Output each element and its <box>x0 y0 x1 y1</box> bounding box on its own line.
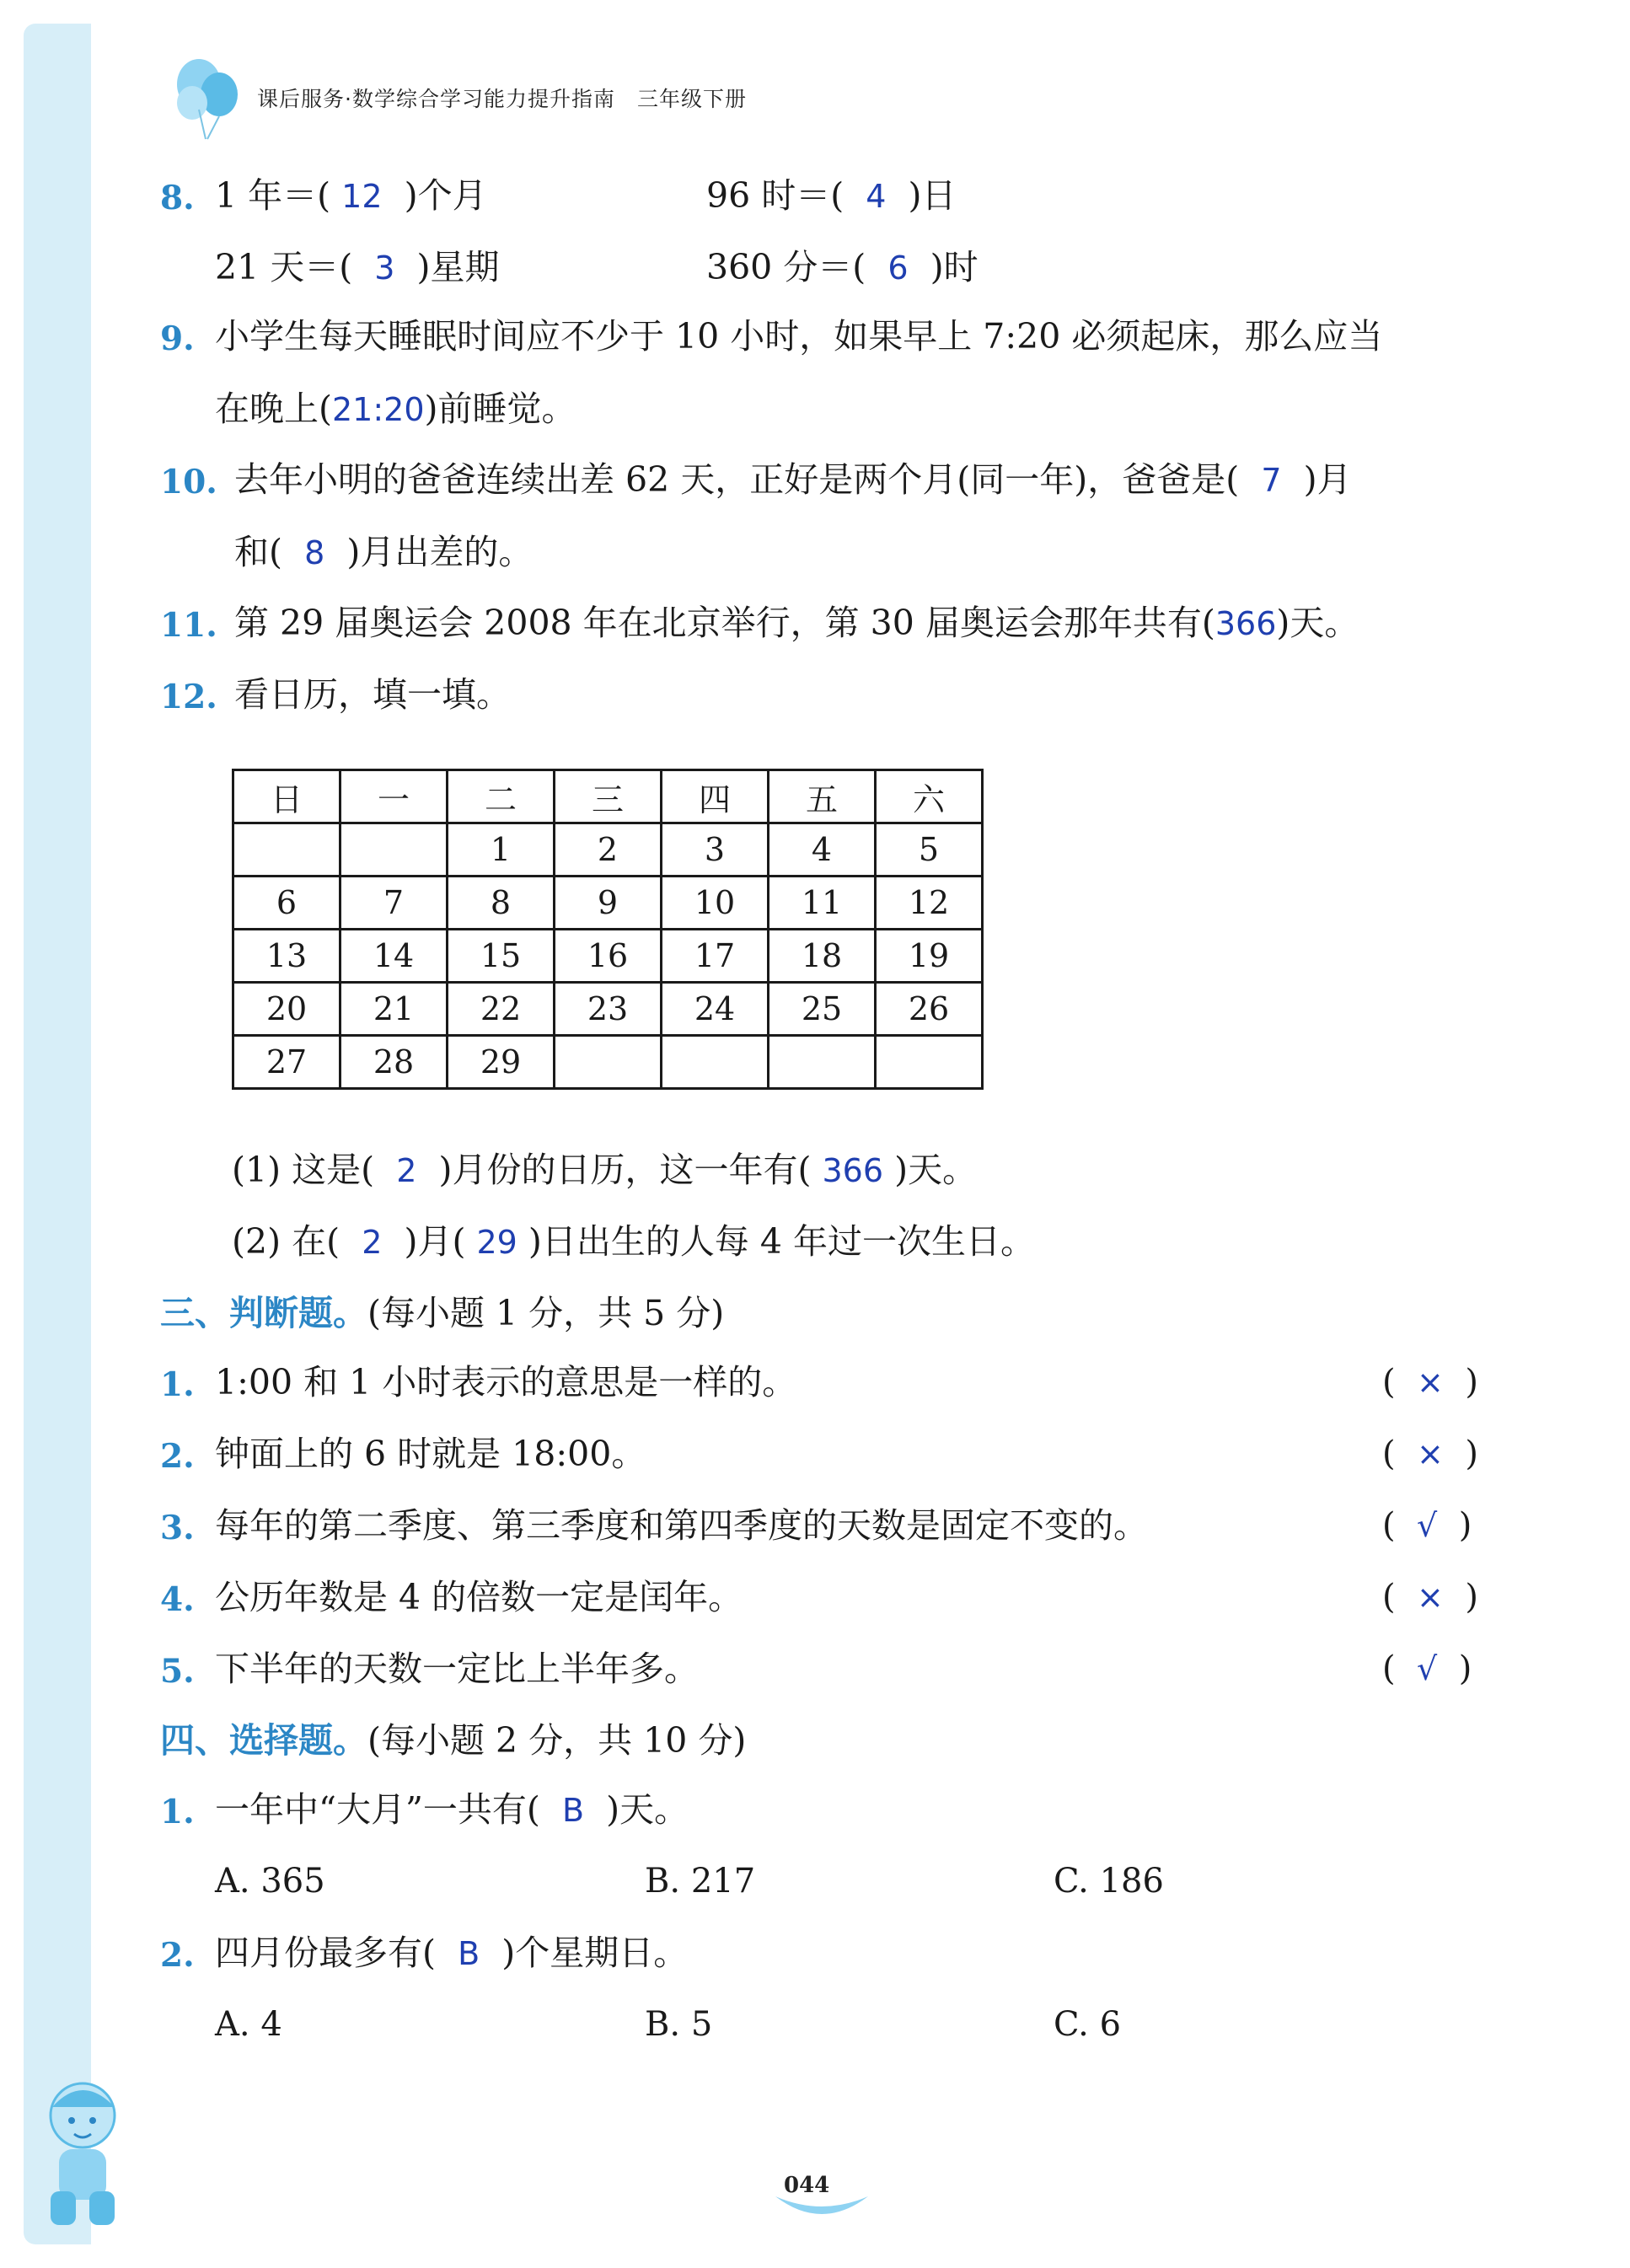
answer: 3 <box>374 249 395 287</box>
calendar-cell <box>340 823 448 877</box>
calendar-cell: 12 <box>876 877 983 930</box>
calendar-cell: 23 <box>555 983 662 1036</box>
calendar-cell: 19 <box>876 930 983 983</box>
calendar-header-row <box>233 770 983 823</box>
calendar-cell: 4 <box>769 823 876 877</box>
calendar-cell: 27 <box>233 1036 340 1089</box>
balloons-icon <box>165 51 249 143</box>
calendar-header-cell: 三 <box>555 770 662 823</box>
calendar-cell <box>876 1036 983 1089</box>
q8-line-d: 360 分＝( 6 )时 <box>706 247 979 287</box>
calendar-cell: 5 <box>876 823 983 877</box>
calendar-cell: 17 <box>662 930 769 983</box>
q9-line1: 小学生每天睡眠时间应不少于 10 小时，如果早上 7:20 必须起床，那么应当 <box>215 316 1383 357</box>
calendar-cell: 22 <box>448 983 555 1036</box>
calendar-header-cell: 六 <box>876 770 983 823</box>
answer: 4 <box>866 178 887 215</box>
judge-answer: ( √ ) <box>1382 1506 1472 1545</box>
calendar-cell <box>233 823 340 877</box>
q10-line2: 和( 8 )月出差的。 <box>234 532 534 572</box>
header-title: 课后服务·数学综合学习能力提升指南 三年级下册 <box>257 87 747 111</box>
option-a: A. 365 <box>215 1862 325 1901</box>
answer: 21:20 <box>332 391 425 428</box>
q8-line-a: 1 年＝( 12 )个月 <box>215 175 487 216</box>
option-c: C. 6 <box>1054 2005 1122 2044</box>
margin-strip <box>24 24 91 2244</box>
calendar-cell: 21 <box>340 983 448 1036</box>
question-number: 8. <box>160 179 195 217</box>
choice-question: 四月份最多有( B )个星期日。 <box>215 1933 689 1973</box>
option-c: C. 186 <box>1054 1862 1164 1901</box>
answer: 29 <box>476 1224 517 1261</box>
calendar-cell: 15 <box>448 930 555 983</box>
answer: 366 <box>822 1152 884 1189</box>
calendar-cell: 2 <box>555 823 662 877</box>
calendar-cell <box>662 1036 769 1089</box>
calendar-header-cell: 日 <box>233 770 340 823</box>
section4-heading: 四、选择题。(每小题 2 分，共 10 分) <box>160 1720 747 1761</box>
question-number: 10. <box>160 463 217 501</box>
calendar-cell: 10 <box>662 877 769 930</box>
judge-answer: ( × ) <box>1382 1578 1478 1617</box>
calendar-cell: 28 <box>340 1036 448 1089</box>
answer: B <box>562 1792 585 1829</box>
calendar-cell: 18 <box>769 930 876 983</box>
answer: 6 <box>887 249 909 287</box>
calendar-header-cell: 一 <box>340 770 448 823</box>
calendar-cell: 26 <box>876 983 983 1036</box>
calendar-row <box>233 983 983 1036</box>
calendar-cell: 16 <box>555 930 662 983</box>
option-a: A. 4 <box>215 2005 282 2044</box>
q12-text: 看日历，填一填。 <box>234 674 511 715</box>
calendar-cell: 1 <box>448 823 555 877</box>
question-number: 4. <box>160 1580 195 1619</box>
q12-sub2: (2) 在( 2 )月( 29 )日出生的人每 4 年过一次生日。 <box>232 1221 1036 1262</box>
answer: 2 <box>362 1224 383 1261</box>
calendar-header-cell: 二 <box>448 770 555 823</box>
question-number: 9. <box>160 319 195 358</box>
q12-sub1: (1) 这是( 2 )月份的日历，这一年有( 366 )天。 <box>232 1150 978 1190</box>
page-number: 044 <box>784 2173 830 2198</box>
question-number: 2. <box>160 1936 195 1975</box>
option-b: B. 5 <box>645 2005 713 2044</box>
calendar-cell: 8 <box>448 877 555 930</box>
question-number: 11. <box>160 606 217 645</box>
calendar-header-cell: 四 <box>662 770 769 823</box>
q11-line: 第 29 届奥运会 2008 年在北京举行，第 30 届奥运会那年共有(366)天。 <box>234 603 1359 643</box>
judge-statement: 1:00 和 1 小时表示的意思是一样的。 <box>215 1362 797 1402</box>
answer: B <box>458 1935 480 1972</box>
calendar-cell: 11 <box>769 877 876 930</box>
question-number: 1. <box>160 1793 195 1831</box>
question-number: 2. <box>160 1437 195 1476</box>
calendar-cell: 3 <box>662 823 769 877</box>
calendar-row <box>233 930 983 983</box>
calendar-cell: 20 <box>233 983 340 1036</box>
answer: 2 <box>396 1152 417 1189</box>
calendar-cell: 13 <box>233 930 340 983</box>
question-number: 1. <box>160 1365 195 1404</box>
question-number: 3. <box>160 1509 195 1547</box>
calendar-header-cell: 五 <box>769 770 876 823</box>
calendar-cell <box>555 1036 662 1089</box>
question-number: 5. <box>160 1652 195 1691</box>
q8-line-b: 96 时＝( 4 )日 <box>706 175 957 216</box>
calendar-cell <box>769 1036 876 1089</box>
judge-answer: ( √ ) <box>1382 1649 1472 1688</box>
answer: 366 <box>1214 605 1277 642</box>
q9-line2: 在晚上(21:20)前睡觉。 <box>215 389 576 429</box>
calendar-row <box>233 1036 983 1089</box>
judge-answer: ( × ) <box>1382 1434 1478 1473</box>
q10-line1: 去年小明的爸爸连续出差 62 天，正好是两个月(同一年)，爸爸是( 7 )月 <box>234 459 1352 500</box>
q8-line-c: 21 天＝( 3 )星期 <box>215 247 500 287</box>
calendar-cell: 9 <box>555 877 662 930</box>
question-number: 12. <box>160 678 217 716</box>
judge-statement: 钟面上的 6 时就是 18:00。 <box>215 1434 646 1474</box>
judge-statement: 下半年的天数一定比上半年多。 <box>215 1649 699 1689</box>
calendar-cell: 29 <box>448 1036 555 1089</box>
page-number-decoration <box>771 2191 872 2225</box>
calendar-cell: 14 <box>340 930 448 983</box>
cartoon-kid-icon <box>34 2065 135 2233</box>
calendar-cell: 7 <box>340 877 448 930</box>
answer: 12 <box>341 178 383 215</box>
calendar-row <box>233 877 983 930</box>
option-b: B. 217 <box>645 1862 756 1901</box>
calendar-cell: 25 <box>769 983 876 1036</box>
answer: 8 <box>304 534 325 571</box>
judge-statement: 公历年数是 4 的倍数一定是闰年。 <box>215 1577 743 1617</box>
judge-statement: 每年的第二季度、第三季度和第四季度的天数是固定不变的。 <box>215 1505 1148 1546</box>
calendar-cell: 24 <box>662 983 769 1036</box>
judge-answer: ( × ) <box>1382 1363 1478 1402</box>
calendar-cell: 6 <box>233 877 340 930</box>
choice-question: 一年中“大月”一共有( B )天。 <box>215 1789 689 1830</box>
calendar-table <box>232 769 984 1090</box>
answer: 7 <box>1261 462 1282 499</box>
section3-heading: 三、判断题。(每小题 1 分，共 5 分) <box>160 1293 725 1333</box>
calendar-row <box>233 823 983 877</box>
